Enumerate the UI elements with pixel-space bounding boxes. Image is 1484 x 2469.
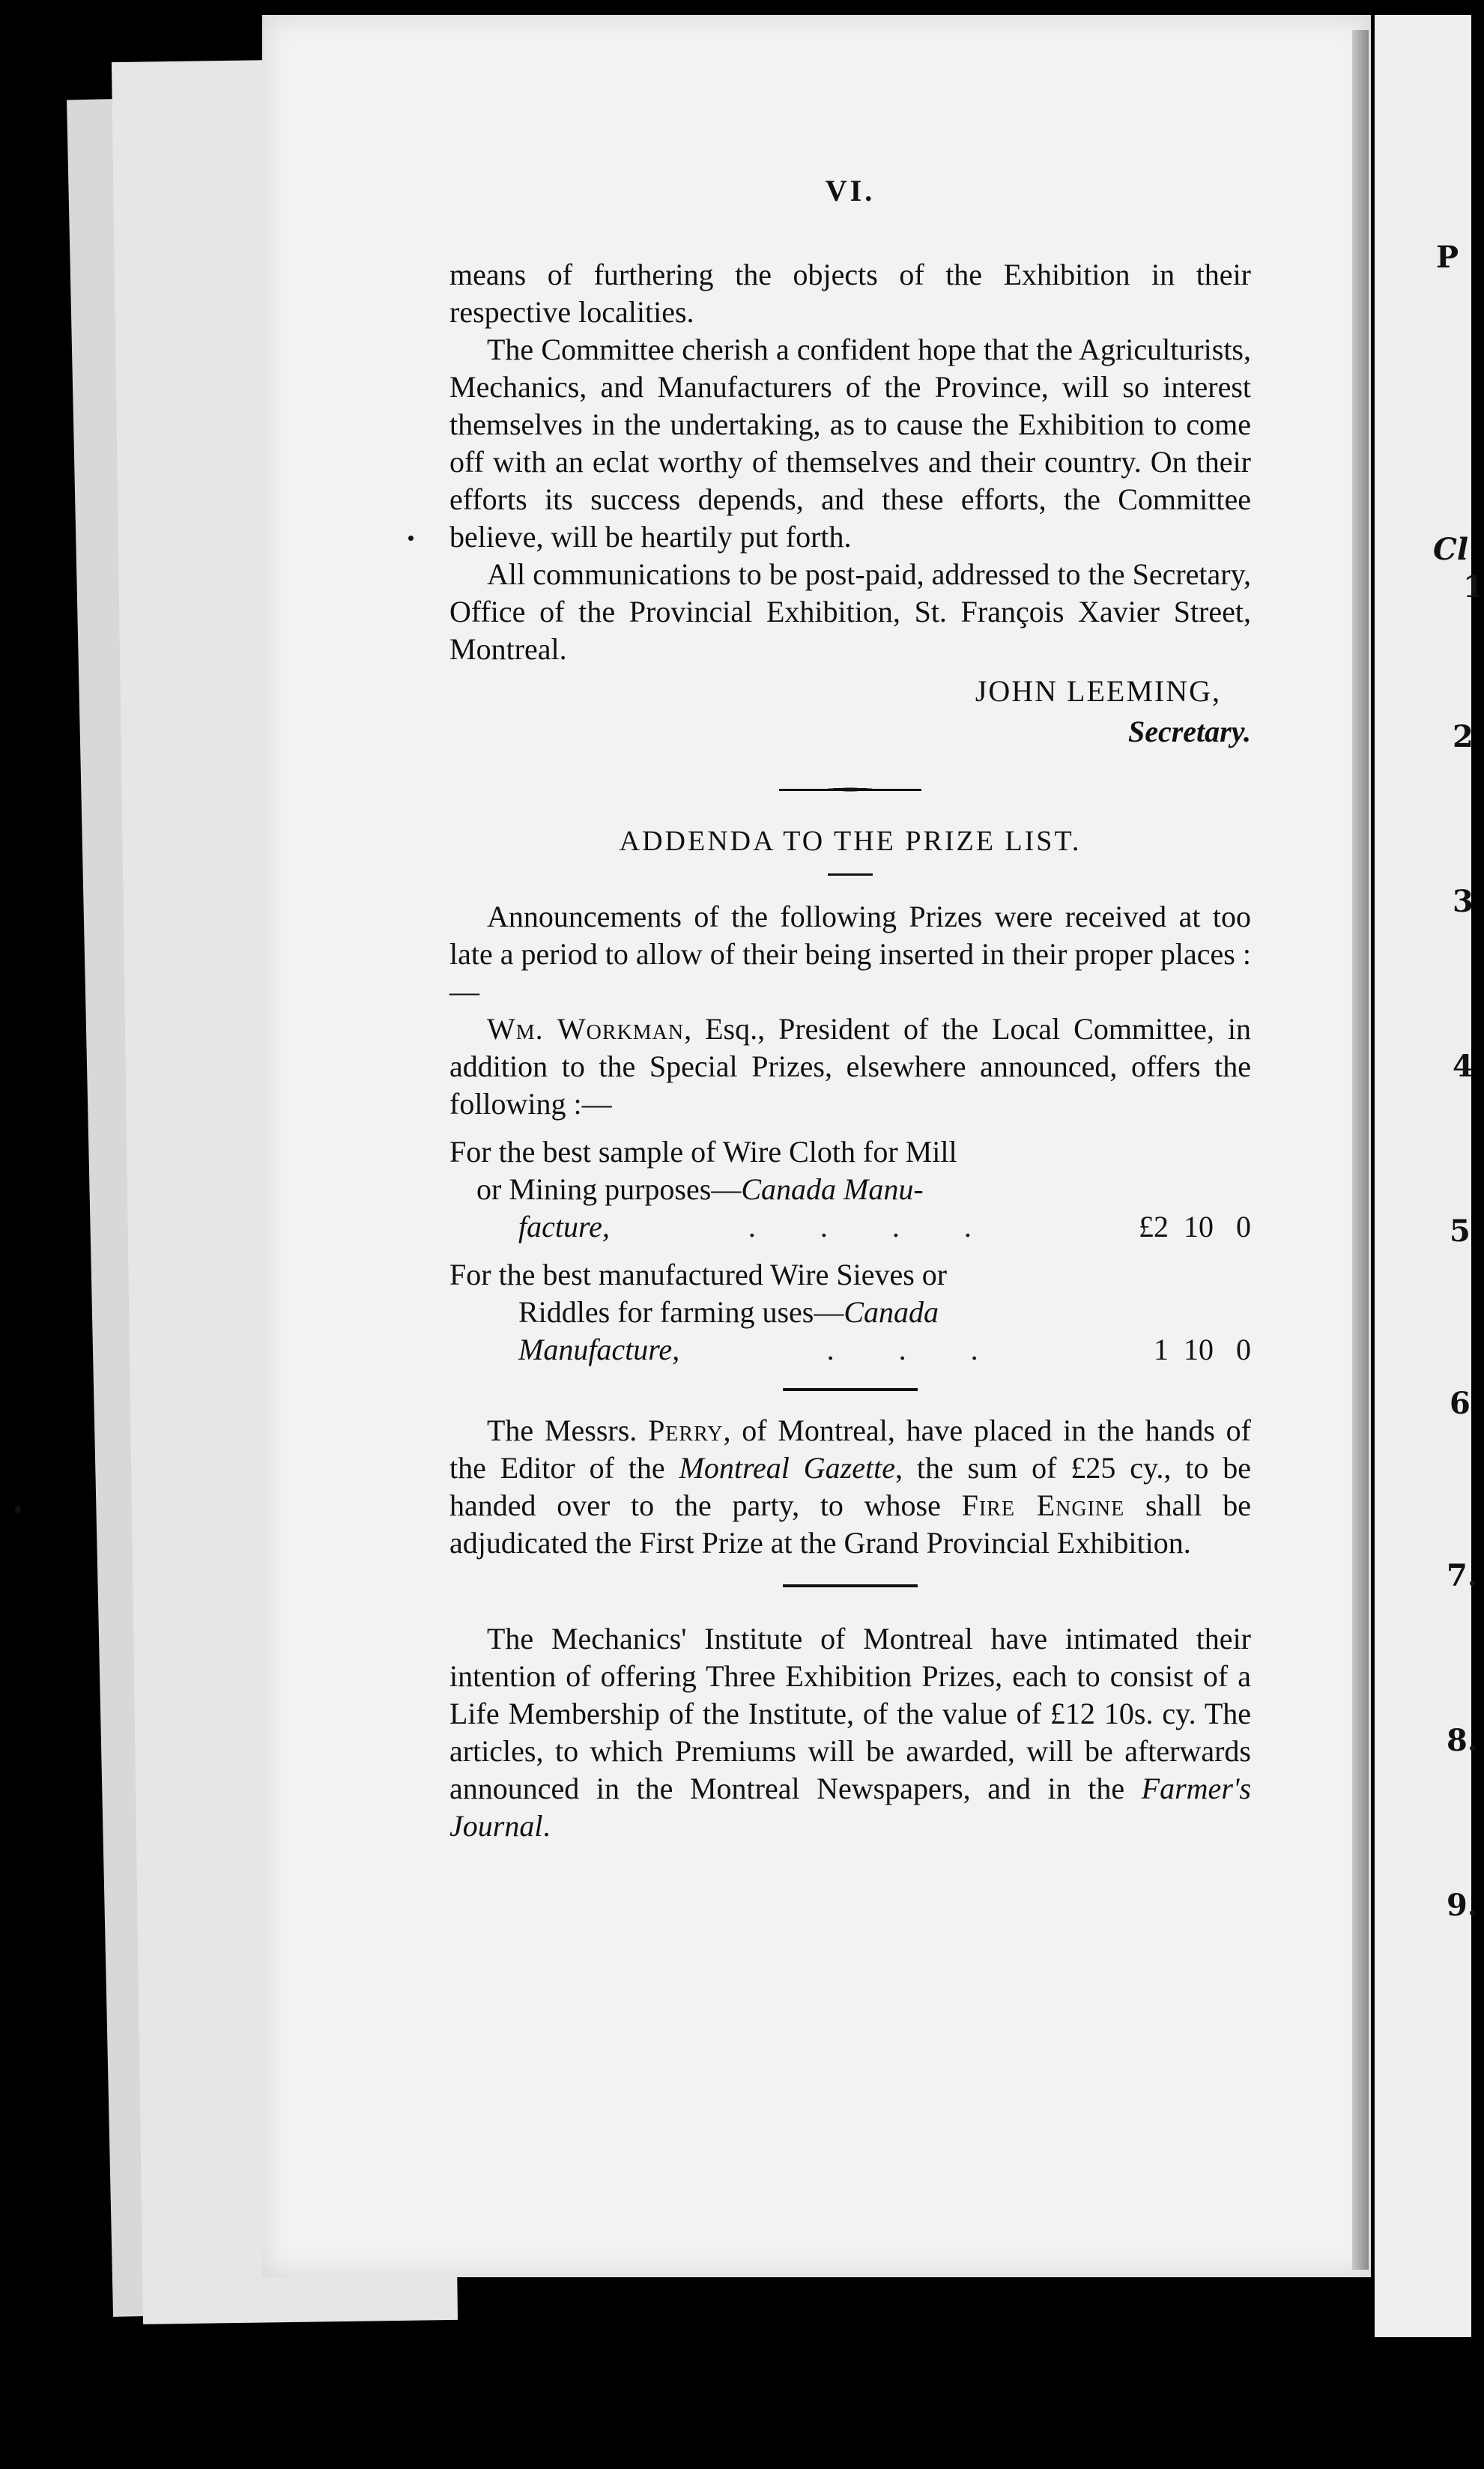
mechanics-text: The Mechanics' Institute of Montreal have intimated their intention of offering Three Exhibition Prizes, each to consist of a Life Membership of the Institute, of the value of £12 10s. cy. The articles, to which Premiums will be awarded, will be afterwards announced in the Montreal Newspapers, and in the bbox=[449, 1622, 1251, 1805]
signature-title: Secretary. bbox=[1127, 715, 1251, 748]
page-text bbox=[449, 172, 1251, 1845]
journal-title: Farmer's Journal bbox=[449, 1772, 1251, 1843]
leader-dots: . . . bbox=[826, 1333, 1007, 1366]
fire-engine-label: Fire Engine bbox=[961, 1488, 1125, 1522]
perry-text: shall be adjudicated the First Prize at the Grand Provincial Exhibition. bbox=[449, 1488, 1251, 1560]
perry-text: The Messrs. bbox=[487, 1414, 649, 1447]
perry-name: Perry bbox=[648, 1414, 724, 1447]
ink-speck bbox=[408, 536, 414, 541]
prize-item-line bbox=[449, 1171, 1251, 1208]
facing-mark: 1 bbox=[1463, 569, 1484, 605]
prize-item-line: For the best sample of Wire Cloth for Mill bbox=[449, 1135, 957, 1169]
workman-text: , Esq., President of the Local Committee, in addition to the Special Prizes, elsewhere announced, offers the following :— bbox=[449, 1012, 1251, 1121]
prize-item-line: For the best manufactured Wire Sieves or bbox=[449, 1258, 948, 1291]
prize-item-line bbox=[449, 1294, 1251, 1331]
facing-mark: 8. bbox=[1447, 1723, 1478, 1758]
facing-mark: 4 bbox=[1453, 1049, 1474, 1084]
prize-item-italic: Canada Manu- bbox=[741, 1172, 924, 1206]
paragraph-communications: All communications to be post-paid, addressed to the Secretary, Office of the Provincial Exhibition, St. François Xavier Street, Montreal. bbox=[449, 557, 1251, 666]
newspaper-title: Montreal Gazette bbox=[679, 1451, 895, 1485]
page-number: VI. bbox=[825, 174, 876, 207]
perry-paragraph bbox=[449, 1412, 1251, 1562]
facing-mark: 3 bbox=[1453, 884, 1474, 919]
prize-item-amount-line bbox=[449, 1208, 1251, 1246]
facing-page bbox=[1375, 15, 1484, 2337]
page-gutter bbox=[1352, 30, 1369, 2270]
facing-mark: 5 bbox=[1450, 1214, 1471, 1249]
short-rule bbox=[828, 873, 873, 876]
prize-item-italic: Canada bbox=[844, 1295, 939, 1329]
section-rule bbox=[783, 1584, 918, 1587]
facing-mark: Cl bbox=[1433, 532, 1469, 567]
addenda-intro: Announcements of the following Prizes were received at too late a period to allow of their being inserted in their proper places :— bbox=[449, 900, 1251, 1008]
section-rule bbox=[783, 1388, 918, 1391]
facing-mark: 2 bbox=[1453, 719, 1474, 754]
mechanics-paragraph bbox=[449, 1620, 1251, 1845]
prize-item-italic: facture, bbox=[518, 1210, 610, 1243]
prize-item bbox=[449, 1133, 1251, 1246]
facing-mark: 7. bbox=[1447, 1558, 1478, 1593]
prize-item-amount-line bbox=[449, 1331, 1251, 1369]
paragraph-committee: The Committee cherish a confident hope that the Agriculturists, Mechanics, and Manufacturers of the Province, will so interest themselves in the undertaking, as to cause the Exhibition to come off with an eclat worthy of themselves and their country. On their efforts its success depends, and these efforts, the Committee believe, will be heartily put forth. bbox=[449, 333, 1251, 554]
prize-amount: £2 10 0 bbox=[1138, 1210, 1251, 1243]
addenda-heading: ADDENDA TO THE PRIZE LIST. bbox=[619, 825, 1082, 857]
mechanics-text: . bbox=[542, 1809, 551, 1843]
facing-mark: 9. bbox=[1447, 1888, 1478, 1923]
workman-name: Wm. Workman bbox=[487, 1012, 685, 1046]
workman-paragraph bbox=[449, 1011, 1251, 1123]
prize-item-italic: Manufacture, bbox=[518, 1333, 680, 1366]
perry-text: , of Montreal, have placed in the hands of the Editor of the bbox=[449, 1414, 1251, 1485]
ink-speck bbox=[15, 1506, 21, 1513]
paragraph-continuation: means of furthering the objects of the Exhibition in their respective localities. bbox=[449, 258, 1251, 329]
facing-mark: 6 bbox=[1450, 1386, 1471, 1421]
facing-mark: P bbox=[1436, 240, 1459, 275]
prize-item-text: Riddles for farming uses— bbox=[518, 1295, 844, 1329]
leader-dots: . . . . bbox=[748, 1210, 1000, 1243]
signature-name: JOHN LEEMING, bbox=[975, 674, 1221, 708]
prize-item-text: or Mining purposes— bbox=[476, 1172, 742, 1206]
prize-amount: 1 10 0 bbox=[1153, 1333, 1251, 1366]
prize-item bbox=[449, 1256, 1251, 1369]
ornamental-rule bbox=[779, 787, 921, 793]
perry-text: , the sum of £25 cy., to be handed over to the party, to whose bbox=[449, 1451, 1251, 1522]
